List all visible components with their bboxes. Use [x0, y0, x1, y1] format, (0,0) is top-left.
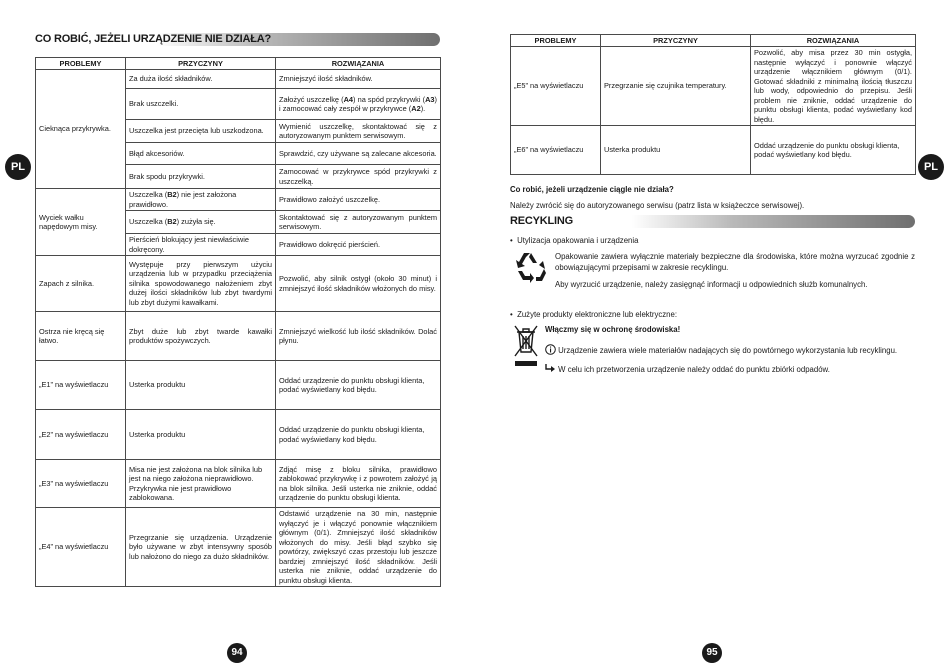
- solution-cell: Oddać urządzenie do punktu obsługi klienta, podać wyświetlany kod błędu.: [276, 361, 441, 410]
- problem-cell: „E3” na wyświetlaczu: [36, 460, 126, 508]
- arrow-text: W celu ich przetworzenia urządzenie należy oddać do punktu zbiórki odpadów.: [558, 365, 830, 374]
- table-row: [36, 189, 441, 211]
- cause-cell: Uszczelka (B2) nie jest założona prawidłowo.: [126, 189, 276, 211]
- cause-cell: Przegrzanie się czujnika temperatury.: [601, 47, 751, 126]
- table-row: [36, 256, 441, 312]
- problem-cell: „E1” na wyświetlaczu: [36, 361, 126, 410]
- cause-cell: Pierścień blokujący jest niewłaściwie dokręcony.: [126, 234, 276, 256]
- section-title-bar: [35, 33, 440, 46]
- table-row: [36, 460, 441, 508]
- cause-cell: Uszczelka jest przecięta lub uszkodzona.: [126, 120, 276, 143]
- bullet-packaging: [510, 235, 638, 246]
- recycle-icon: [515, 251, 547, 283]
- page-number: 94: [227, 643, 247, 663]
- header-solutions: ROZWIĄZANIA: [276, 58, 441, 70]
- bullet-icon: •: [510, 310, 513, 319]
- problem-cell: „E5” na wyświetlaczu: [511, 47, 601, 126]
- solution-cell: Skontaktować się z autoryzowanym punktem serwisowym.: [276, 211, 441, 234]
- disposal-text: Aby wyrzucić urządzenie, należy zasięgnąć informacji u odpowiednich służb komunalnych.: [555, 280, 868, 289]
- table-row: [36, 410, 441, 460]
- problem-cell: Cieknąca przykrywka.: [36, 70, 126, 189]
- solution-cell: Pozwolić, aby misa przez 30 min ostygła, następnie wyłączyć i ponownie włączyć urządzenie włącznikiem głównym (0/1). Gotować składniki z minimalną ilością tłuszczu lub wody, odpowiednio do przepisu. Jeśli problem nie zniknie, oddać urządzenie do punktu obsługi klienta, podać wyświetlany kod błędu.: [751, 47, 916, 126]
- solution-cell: Sprawdzić, czy używane są zalecane akcesoria.: [276, 143, 441, 165]
- solution-cell: Zdjąć misę z bloku silnika, prawidłowo zablokować przykrywkę i z powrotem założyć ją na blok silnika. Jeśli usterka nie zniknie, oddać urządzenie do punktu obsługi klienta.: [276, 460, 441, 508]
- cause-cell: Przegrzanie się urządzenia. Urządzenie było używane w zbyt intensywny sposób lub nałożono do niego za dużo składników.: [126, 508, 276, 587]
- recycling-title: RECYKLING: [510, 215, 573, 227]
- table-row: [36, 508, 441, 587]
- cause-cell: Usterka produktu: [126, 361, 276, 410]
- solution-cell: Oddać urządzenie do punktu obsługi klienta, podać wyświetlany kod błędu.: [276, 410, 441, 460]
- troubleshooting-table-continued: [510, 34, 916, 175]
- header-causes: PRZYCZYNY: [601, 35, 751, 47]
- packaging-text: Opakowanie zawiera wyłącznie materiały bezpieczne dla środowiska, które można wyrzucać zgodnie z obowiązującymi przepisami w zakresie recyklingu.: [555, 252, 915, 272]
- cause-cell: Usterka produktu: [126, 410, 276, 460]
- table-row: [511, 126, 916, 175]
- troubleshooting-table: [35, 57, 441, 587]
- solution-cell: Oddać urządzenie do punktu obsługi klienta, podać wyświetlany kod błędu.: [751, 126, 916, 175]
- header-solutions: ROZWIĄZANIA: [751, 35, 916, 47]
- cause-cell: Zbyt duże lub zbyt twarde kawałki produktów spożywczych.: [126, 312, 276, 361]
- problem-cell: Wyciek wałku napędowym misy.: [36, 189, 126, 256]
- table-row: [36, 70, 441, 89]
- solution-cell: Pozwolić, aby silnik ostygł (około 30 minut) i zmniejszyć ilość składników włożonych do misy.: [276, 256, 441, 312]
- info-text: Urządzenie zawiera wiele materiałów nadających się do powtórnego wykorzystania lub recyklingu.: [558, 346, 898, 355]
- bullet-electronics: [510, 309, 677, 320]
- problem-cell: Zapach z silnika.: [36, 256, 126, 312]
- bullet-icon: •: [510, 236, 513, 245]
- cause-cell: Brak spodu przykrywki.: [126, 165, 276, 189]
- cause-cell: Misa nie jest założona na blok silnika lub jest na niego założona nieprawidłowo. Przykrywka nie jest prawidłowo zablokowana.: [126, 460, 276, 508]
- language-tab: PL: [5, 154, 31, 180]
- arrow-icon: [545, 363, 556, 374]
- problem-cell: „E6” na wyświetlaczu: [511, 126, 601, 175]
- info-line: [545, 344, 925, 356]
- table-row: [36, 361, 441, 410]
- arrow-line: [545, 363, 925, 375]
- language-tab: PL: [918, 154, 944, 180]
- crossed-bin-icon: [513, 324, 539, 368]
- solution-cell: Odstawić urządzenie na 30 min, następnie wyłączyć je i włączyć ponownie włącznikiem głównym (0/1). Zmniejszyć ilość składników włożonych do misy. Jeśli błąd szybko się powtórzy, zwiększyć czas przestoju lub jeszcze bardziej zmniejszyć ilość składników. Jeśli usterka nie zniknie, oddać urządzenie do punktu obsługi klienta.: [276, 508, 441, 587]
- problem-cell: Ostrza nie kręcą się łatwo.: [36, 312, 126, 361]
- page-title: CO ROBIĆ, JEŻELI URZĄDZENIE NIE DZIAŁA?: [35, 33, 272, 45]
- problem-cell: „E2” na wyświetlaczu: [36, 410, 126, 460]
- table-row: [511, 47, 916, 126]
- solution-cell: Prawidłowo założyć uszczelkę.: [276, 189, 441, 211]
- cause-cell: Za duża ilość składników.: [126, 70, 276, 89]
- solution-cell: Zmniejszyć wielkość lub ilość składników. Dolać płynu.: [276, 312, 441, 361]
- solution-cell: Prawidłowo dokręcić pierścień.: [276, 234, 441, 256]
- right-page: [475, 0, 950, 672]
- still-not-working-text: Należy zwrócić się do autoryzowanego serwisu (patrz lista w książeczce serwisowej).: [510, 201, 805, 210]
- page-number: 95: [702, 643, 722, 663]
- info-icon: [545, 344, 556, 355]
- table-row: [36, 312, 441, 361]
- header-causes: PRZYCZYNY: [126, 58, 276, 70]
- header-problems: PROBLEMY: [511, 35, 601, 47]
- bullet-packaging-label: Utylizacja opakowania i urządzenia: [517, 236, 639, 245]
- problem-cell: „E4” na wyświetlaczu: [36, 508, 126, 587]
- header-problems: PROBLEMY: [36, 58, 126, 70]
- environment-heading: Włączmy się w ochronę środowiska!: [545, 325, 681, 334]
- still-not-working-heading: Co robić, jeżeli urządzenie ciągle nie działa?: [510, 185, 674, 194]
- solution-cell: Wymienić uszczelkę, skontaktować się z autoryzowanym punktem serwisowym.: [276, 120, 441, 143]
- cause-cell: Usterka produktu: [601, 126, 751, 175]
- recycling-title-bar: [510, 215, 915, 228]
- solution-cell: Zmniejszyć ilość składników.: [276, 70, 441, 89]
- solution-cell: Zamocować w przykrywce spód przykrywki z uszczelką.: [276, 165, 441, 189]
- cause-cell: Błąd akcesoriów.: [126, 143, 276, 165]
- cause-cell: Uszczelka (B2) zużyła się.: [126, 211, 276, 234]
- solution-cell: Założyć uszczelkę (A4) na spód przykrywki (A3) i zamocować cały zespół w przykrywce (A2).: [276, 89, 441, 120]
- bullet-electronics-label: Zużyte produkty elektroniczne lub elektryczne:: [517, 310, 677, 319]
- cause-cell: Brak uszczelki.: [126, 89, 276, 120]
- cause-cell: Występuje przy pierwszym użyciu urządzenia lub w przypadku przeciążenia silnika spowodowanego nałożeniem zbyt dużej ilości składników lub zbyt twardymi lub zbyt dużymi kawałkami.: [126, 256, 276, 312]
